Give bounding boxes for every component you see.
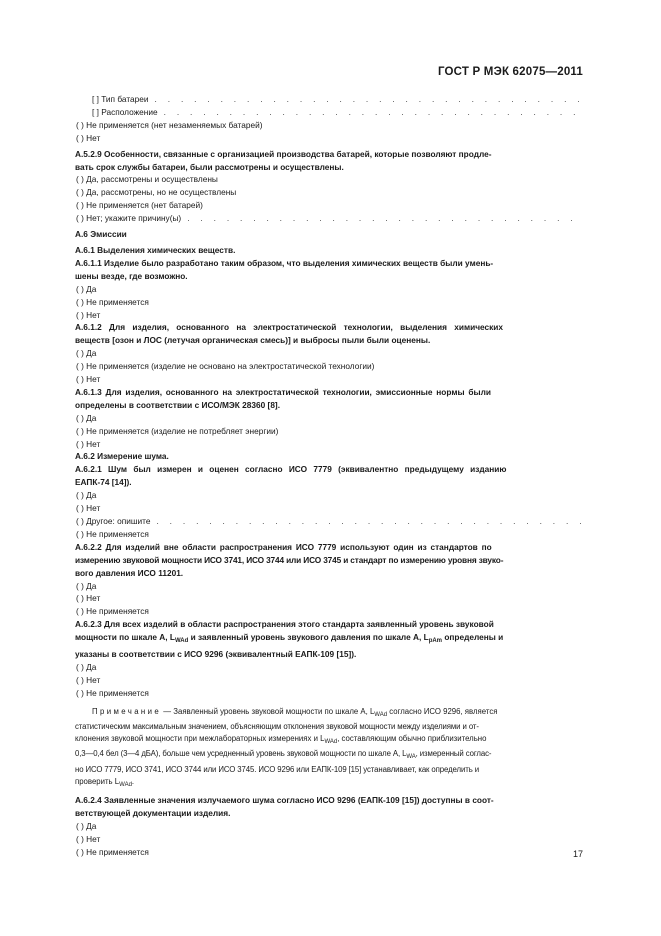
checkbox-location[interactable]	[75, 106, 583, 119]
dot-leader	[181, 212, 583, 225]
paragraph-line	[75, 631, 583, 648]
radio-option[interactable]: ( ) Не применяется (изделие не основано на электростатической технологии)	[76, 361, 375, 372]
radio-option[interactable]: ( ) Да	[76, 580, 97, 591]
checkbox-label: [ ] Тип батареи	[92, 94, 149, 104]
radio-option[interactable]: ( ) Да	[76, 412, 97, 423]
radio-label: ( ) Другое: опишите	[76, 516, 151, 526]
section-a621	[75, 463, 583, 489]
paragraph-line: измерению звуковой мощности ИСО 3741, ИСО 3744 или ИСО 3745 и стандарт по измерению уровня звуко-	[75, 554, 504, 565]
radio-option[interactable]: ( ) Не применяется	[76, 296, 149, 307]
page-number: 17	[572, 849, 583, 859]
section-a611	[75, 257, 583, 283]
section-a612	[75, 321, 583, 347]
subscript: WAd	[174, 638, 189, 645]
radio-option[interactable]: ( ) Да, рассмотрены и осуществлены	[76, 174, 218, 185]
subscript: WAd	[374, 711, 388, 718]
note-line	[75, 748, 583, 763]
paragraph-line: вать срок службы батареи, были рассмотрены и осуществлены.	[75, 161, 344, 172]
radio-option[interactable]: ( ) Да	[76, 348, 97, 359]
text-run: — Заявленный уровень звуковой мощности по шкале А, L	[161, 706, 375, 716]
radio-option[interactable]: ( ) Не применяется (изделие не потребляет энергии)	[76, 425, 279, 436]
radio-option[interactable]: ( ) Не применяется (нет батарей)	[76, 200, 203, 211]
subscript: WAd	[324, 739, 338, 746]
note-keyword: Примечание	[92, 706, 162, 716]
radio-option[interactable]: ( ) Нет	[76, 593, 101, 604]
radio-option[interactable]: ( ) Не применяется	[76, 606, 149, 617]
paragraph-line: А.5.2.9 Особенности, связанные с организацией производства батарей, которые позволяют продле-	[75, 148, 492, 159]
radio-option[interactable]: ( ) Да	[76, 820, 97, 831]
radio-option[interactable]: ( ) Не применяется (нет незаменяемых батарей)	[76, 119, 263, 130]
section-a613	[75, 386, 583, 412]
radio-option[interactable]: ( ) Нет	[76, 503, 101, 514]
text-run: 0,3—0,4 бел (3—4 дБА), больше чем усредненный уровень звуковой мощности по шкале А, L	[75, 749, 407, 759]
paragraph-line: А.6.2.1 Шум был измерен и оценен согласно ИСО 7779 (эквивалентно предыдущему изданию	[75, 464, 507, 475]
radio-option[interactable]: ( ) Да	[76, 490, 97, 501]
radio-option-other[interactable]	[75, 515, 583, 528]
subscript: WA	[406, 754, 416, 761]
note-block	[75, 706, 583, 791]
text-run: , измеренный соглас-	[415, 749, 492, 759]
note-line: но ИСО 7779, ИСО 3741, ИСО 3744 или ИСО 3745. ИСО 9296 или ЕАПК-109 [15] устанавливает, как определить и	[75, 764, 479, 774]
radio-option[interactable]: ( ) Не применяется	[76, 846, 149, 857]
dot-leader	[158, 106, 583, 119]
radio-option[interactable]: ( ) Нет	[76, 374, 101, 385]
dot-leader	[150, 515, 583, 528]
checkbox-label: [ ] Расположение	[92, 106, 158, 117]
paragraph-line: определены в соответствии с ИСО/МЭК 28360 [8].	[75, 399, 280, 410]
section-heading-a6: А.6 Эмиссии	[75, 229, 127, 240]
radio-option[interactable]: ( ) Да, рассмотрены, но не осуществлены	[76, 187, 237, 198]
radio-option[interactable]: ( ) Да	[76, 661, 97, 672]
document-header: ГОСТ Р МЭК 62075—2011	[437, 66, 583, 78]
paragraph-line: шены везде, где возможно.	[75, 270, 188, 281]
text-run: определены и	[442, 632, 504, 643]
paragraph-line: А.6.1.1 Изделие было разработано таким образом, что выделения химических веществ были умень-	[75, 257, 494, 268]
text-run: , составляющим обычно приблизительно	[337, 734, 487, 744]
section-heading-a62: А.6.2 Измерение шума.	[75, 451, 169, 462]
radio-option[interactable]: ( ) Не применяется	[76, 528, 149, 539]
paragraph-line: А.6.1.3 Для изделия, основанного на электростатической технологии, эмиссионные нормы были	[75, 386, 491, 397]
radio-option[interactable]: ( ) Да	[76, 283, 97, 294]
section-heading-a61: А.6.1 Выделения химических веществ.	[75, 244, 236, 255]
dot-leader	[149, 93, 583, 106]
section-a623	[75, 618, 583, 661]
radio-option[interactable]: ( ) Нет	[76, 833, 101, 844]
document-body	[75, 93, 583, 858]
radio-option[interactable]: ( ) Не применяется	[76, 687, 149, 698]
text-run: согласно ИСО 9296, является	[387, 706, 498, 716]
paragraph-line: указаны в соответствии с ИСО 9296 (эквивалентный ЕАПК-109 [15]).	[75, 649, 357, 660]
text-run: и заявленный уровень звукового давления по шкале А, L	[188, 632, 429, 643]
note-line	[75, 733, 583, 748]
section-a529	[75, 148, 583, 174]
radio-option[interactable]: ( ) Нет	[76, 309, 101, 320]
radio-label: ( ) Нет; укажите причину(ы)	[76, 213, 182, 224]
note-line: статистическим максимальным значением, объясняющим отклонения звуковой мощности между изделиями и от-	[75, 721, 479, 731]
text-run: .	[131, 776, 135, 786]
paragraph-line: А.6.2.2 Для изделий вне области распространения ИСО 7779 используют один из стандартов по	[75, 541, 492, 552]
section-a622	[75, 541, 583, 580]
note-line	[75, 776, 583, 791]
paragraph-line: А.6.1.2 Для изделия, основанного на электростатической технологии, выделения химических	[75, 322, 504, 333]
text-run: клонения звуковой мощности при межлабораторных измерениях и L	[75, 734, 325, 744]
checkbox-battery-type[interactable]	[75, 93, 583, 106]
paragraph-line: А.6.2.3 Для всех изделий в области распространения этого стандарта заявленный уровень звуковой	[75, 619, 494, 630]
paragraph-line: веществ [озон и ЛОС (летучая органическая смесь)] и выбросы пыли были оценены.	[75, 335, 431, 346]
paragraph-line: ветствующей документации изделия.	[75, 807, 231, 818]
radio-option[interactable]: ( ) Нет	[76, 674, 101, 685]
radio-option[interactable]: ( ) Нет	[76, 438, 101, 449]
paragraph-line: ЕАПК-74 [14]).	[75, 477, 132, 488]
section-a624	[75, 794, 583, 820]
subscript: WAd	[119, 781, 132, 788]
text-run: мощности по шкале А, L	[75, 632, 175, 643]
radio-option[interactable]: ( ) Нет	[76, 132, 101, 143]
paragraph-line: вого давления ИСО 11201.	[75, 567, 184, 578]
paragraph-line: А.6.2.4 Заявленные значения излучаемого шума согласно ИСО 9296 (ЕАПК-109 [15]) доступны в соот-	[75, 794, 494, 805]
radio-option-with-reason[interactable]	[75, 212, 583, 225]
text-run: проверить L	[75, 776, 120, 786]
subscript: pAm	[428, 638, 443, 645]
note-line	[75, 706, 583, 721]
